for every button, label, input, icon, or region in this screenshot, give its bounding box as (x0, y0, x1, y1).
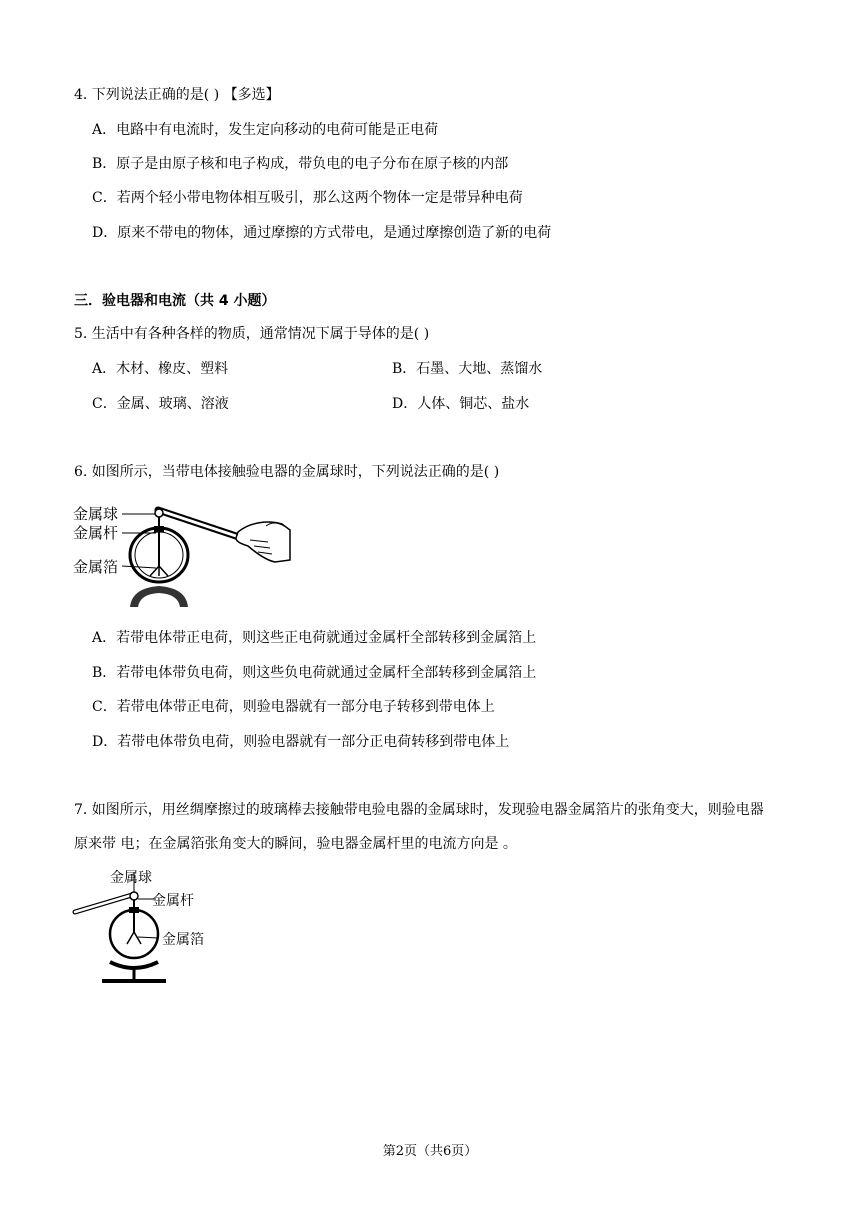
electroscope-figure-2 (72, 862, 232, 990)
q4-option-c: C．若两个轻小带电物体相互吸引，那么这两个物体一定是带异种电荷 (92, 190, 523, 206)
q5-stem: 5. 生活中有各种各样的物质，通常情况下属于导体的是( ) (74, 326, 430, 342)
electroscope-figure-1 (70, 500, 295, 612)
page-footer: 第2页（共6页） (382, 1144, 478, 1159)
fig1-label-rod: 金属杆 (73, 524, 119, 542)
q4-stem: 4. 下列说法正确的是( ) 【多选】 (74, 87, 280, 103)
fig2-label-rod: 金属杆 (152, 893, 194, 909)
q4-option-b: B．原子是由原子核和电子构成，带负电的电子分布在原子核的内部 (92, 156, 509, 172)
q7-stem-line2: 原来带 电；在金属箔张角变大的瞬间，验电器金属杆里的电流方向是 。 (74, 836, 517, 852)
q6-option-d: D．若带电体带负电荷，则验电器就有一部分正电荷转移到带电体上 (92, 734, 510, 750)
q5-option-d: D．人体、铜芯、盐水 (392, 396, 530, 412)
fig1-label-foil: 金属箔 (73, 558, 119, 576)
q6-option-c: C．若带电体带正电荷，则验电器就有一部分电子转移到带电体上 (92, 699, 495, 715)
q5-option-a: A．木材、橡皮、塑料 (92, 361, 229, 377)
fig2-label-ball: 金属球 (110, 870, 152, 886)
fig1-label-ball: 金属球 (73, 505, 119, 523)
q4-option-a: A．电路中有电流时，发生定向移动的电荷可能是正电荷 (92, 122, 439, 138)
q6-option-b: B．若带电体带负电荷，则这些负电荷就通过金属杆全部转移到金属箔上 (92, 665, 537, 681)
q6-option-a: A．若带电体带正电荷，则这些正电荷就通过金属杆全部转移到金属箔上 (92, 630, 537, 646)
q6-stem: 6. 如图所示，当带电体接触验电器的金属球时，下列说法正确的是( ) (74, 464, 500, 480)
q4-option-d: D．原来不带电的物体，通过摩擦的方式带电，是通过摩擦创造了新的电荷 (92, 225, 552, 241)
q5-option-b: B．石墨、大地、蒸馏水 (392, 361, 543, 377)
section-title: 三．验电器和电流（共 4 小题） (74, 293, 276, 309)
fig2-label-foil: 金属箔 (162, 932, 204, 948)
q5-option-c: C．金属、玻璃、溶液 (92, 396, 229, 412)
q7-stem-line1: 7. 如图所示，用丝绸摩擦过的玻璃棒去接触带电验电器的金属球时，发现验电器金属箔片的张角变大，则验电器 (74, 802, 764, 818)
